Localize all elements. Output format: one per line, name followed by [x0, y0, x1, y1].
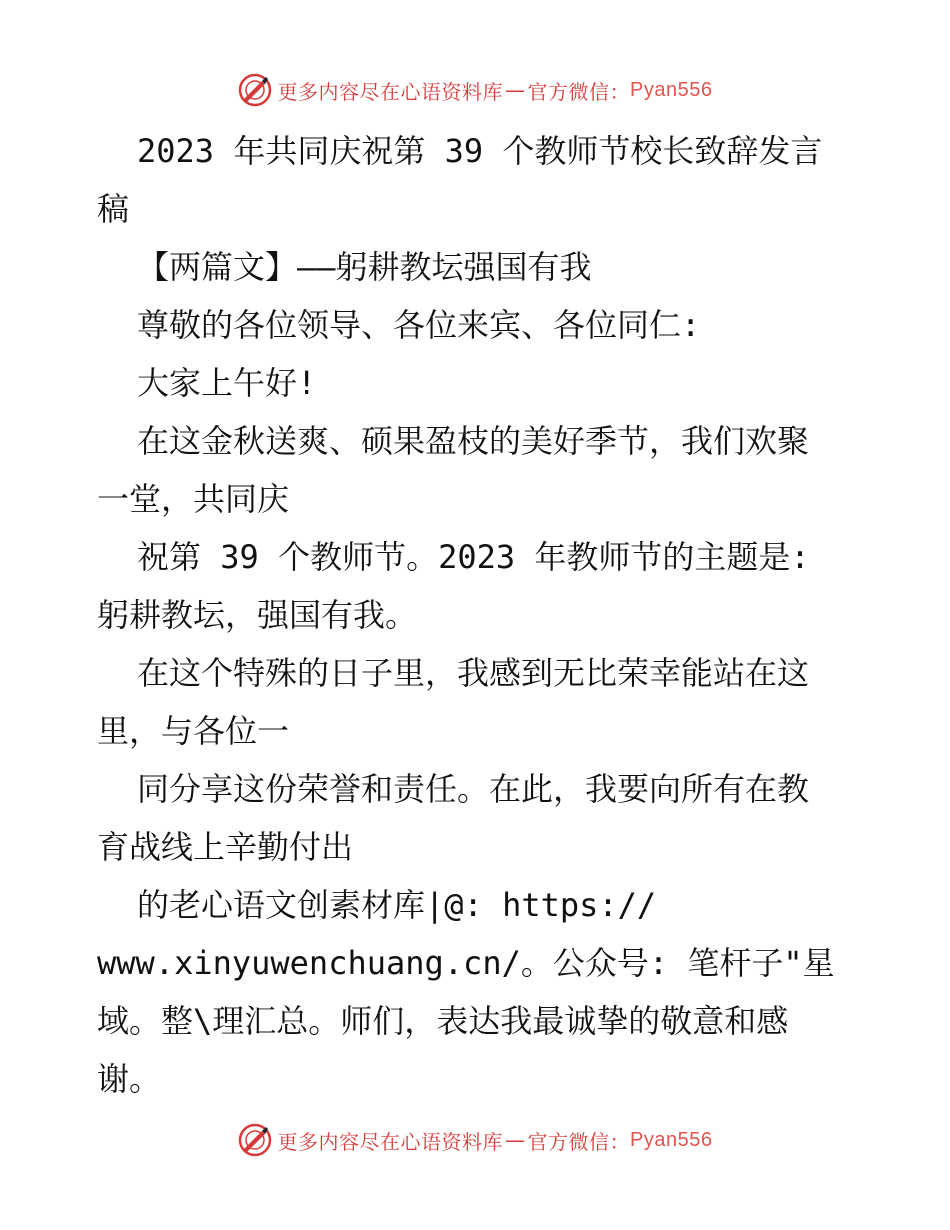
paragraph-line: 域。整\理汇总。师们，表达我最诚挚的敬意和感	[97, 1002, 789, 1040]
banner-main-text: 更多内容尽在心语资料库	[277, 79, 504, 104]
brand-logo-icon	[238, 73, 272, 107]
banner-separator: —	[505, 78, 526, 102]
banner-wechat-label: 官方微信：	[527, 1129, 631, 1154]
banner-wechat-label: 官方微信：	[527, 79, 631, 104]
paragraph-line: 同分享这份荣誉和责任。在此，我要向所有在教	[137, 770, 810, 808]
document-body	[97, 122, 877, 1108]
banner-wechat-id: Pyan556	[630, 78, 713, 101]
banner-wechat-id: Pyan556	[630, 1128, 713, 1151]
paragraph-line: 谢。	[97, 1060, 162, 1098]
paragraph-line: 在这个特殊的日子里，我感到无比荣幸能站在这	[137, 654, 810, 692]
paragraph-line: 祝第 39 个教师节。2023 年教师节的主题是:	[137, 538, 810, 576]
title-line-1: 2023 年共同庆祝第 39 个教师节校长致辞发言	[137, 132, 823, 170]
paragraph-line: 一堂，共同庆	[97, 480, 290, 518]
subtitle-line: 【两篇文】——躬耕教坛强国有我	[137, 248, 592, 286]
paragraph-line: www.xinyuwenchuang.cn/。公众号: 笔杆子"星	[97, 944, 835, 982]
paragraph-line: 躬耕教坛，强国有我。	[97, 596, 418, 634]
banner-separator: —	[505, 1128, 526, 1152]
paragraph-line: 里，与各位一	[97, 712, 290, 750]
paragraph-line: 在这金秋送爽、硕果盈枝的美好季节，我们欢聚	[137, 422, 810, 460]
banner-main-text: 更多内容尽在心语资料库	[277, 1129, 504, 1154]
brand-logo-icon	[238, 1123, 272, 1157]
salutation-line: 尊敬的各位领导、各位来宾、各位同仁:	[137, 306, 701, 344]
header-banner	[0, 70, 950, 110]
paragraph-line: 育战线上辛勤付出	[97, 828, 354, 866]
paragraph-line: 的老心语文创素材库|@: https://	[137, 886, 657, 924]
greeting-line: 大家上午好!	[137, 364, 317, 402]
title-line-2: 稿	[97, 190, 130, 228]
footer-banner	[0, 1120, 950, 1160]
